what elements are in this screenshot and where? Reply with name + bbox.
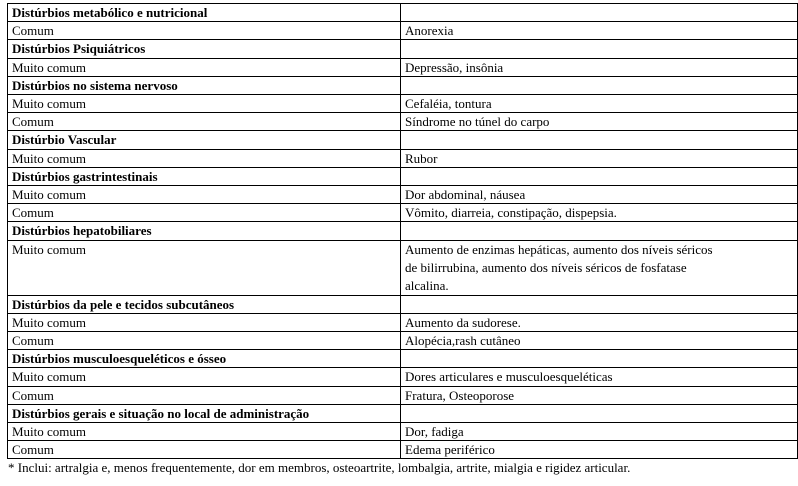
table-row [8,22,798,40]
category-label: Distúrbios da pele e tecidos subcutâneos [8,295,401,313]
frequency-cell: Comum [8,441,401,459]
table-row [8,204,798,222]
category-row [8,295,798,313]
events-cell: Dor, fadiga [401,423,798,441]
table-row [8,441,798,459]
category-empty-cell [401,76,798,94]
table-row [8,386,798,404]
table-row [8,332,798,350]
events-cell [401,240,798,295]
events-cell: Fratura, Osteoporose [401,386,798,404]
frequency-cell: Muito comum [8,58,401,76]
events-cell: Dor abdominal, náusea [401,186,798,204]
category-empty-cell [401,40,798,58]
document [7,3,797,476]
category-row [8,4,798,22]
frequency-cell: Comum [8,113,401,131]
frequency-cell: Muito comum [8,186,401,204]
category-label: Distúrbios metabólico e nutricional [8,4,401,22]
events-cell: Anorexia [401,22,798,40]
category-label: Distúrbio Vascular [8,131,401,149]
events-cell: Aumento da sudorese. [401,313,798,331]
table-row [8,368,798,386]
frequency-cell: Comum [8,332,401,350]
events-line: de bilirrubina, aumento dos níveis séricos de fosfatase [405,259,687,275]
category-empty-cell [401,167,798,185]
category-label: Distúrbios Psiquiátricos [8,40,401,58]
adverse-reactions-table [7,3,798,459]
category-row [8,404,798,422]
category-empty-cell [401,350,798,368]
category-empty-cell [401,4,798,22]
events-cell: Cefaléia, tontura [401,95,798,113]
category-label: Distúrbios gerais e situação no local de administração [8,404,401,422]
frequency-cell: Muito comum [8,313,401,331]
frequency-cell: Muito comum [8,368,401,386]
table-row [8,113,798,131]
table-row [8,423,798,441]
frequency-cell: Comum [8,22,401,40]
frequency-cell: Muito comum [8,240,401,295]
events-line: alcalina. [405,277,449,293]
category-empty-cell [401,295,798,313]
frequency-cell: Comum [8,386,401,404]
events-cell: Rubor [401,149,798,167]
category-row [8,131,798,149]
table-row [8,95,798,113]
events-cell: Edema periférico [401,441,798,459]
table-row [8,58,798,76]
table-body [8,4,798,459]
category-empty-cell [401,131,798,149]
category-label: Distúrbios hepatobiliares [8,222,401,240]
category-row [8,350,798,368]
frequency-cell: Muito comum [8,95,401,113]
category-row [8,76,798,94]
frequency-cell: Muito comum [8,149,401,167]
category-label: Distúrbios musculoesqueléticos e ósseo [8,350,401,368]
category-row [8,167,798,185]
category-row [8,222,798,240]
table-row [8,313,798,331]
frequency-cell: Comum [8,204,401,222]
category-empty-cell [401,222,798,240]
table-row [8,240,798,295]
events-cell: Dores articulares e musculoesqueléticas [401,368,798,386]
events-cell: Alopécia,rash cutâneo [401,332,798,350]
footnote: * Inclui: artralgia e, menos frequentemente, dor em membros, osteoartrite, lombalgia, artrite, mialgia e rigidez articular. [8,460,631,476]
category-row [8,40,798,58]
frequency-cell: Muito comum [8,423,401,441]
events-cell: Depressão, insônia [401,58,798,76]
events-line: Aumento de enzimas hepáticas, aumento dos níveis séricos [405,241,713,257]
events-cell: Síndrome no túnel do carpo [401,113,798,131]
table-row [8,186,798,204]
category-label: Distúrbios gastrintestinais [8,167,401,185]
category-label: Distúrbios no sistema nervoso [8,76,401,94]
table-row [8,149,798,167]
category-empty-cell [401,404,798,422]
events-cell: Vômito, diarreia, constipação, dispepsia. [401,204,798,222]
